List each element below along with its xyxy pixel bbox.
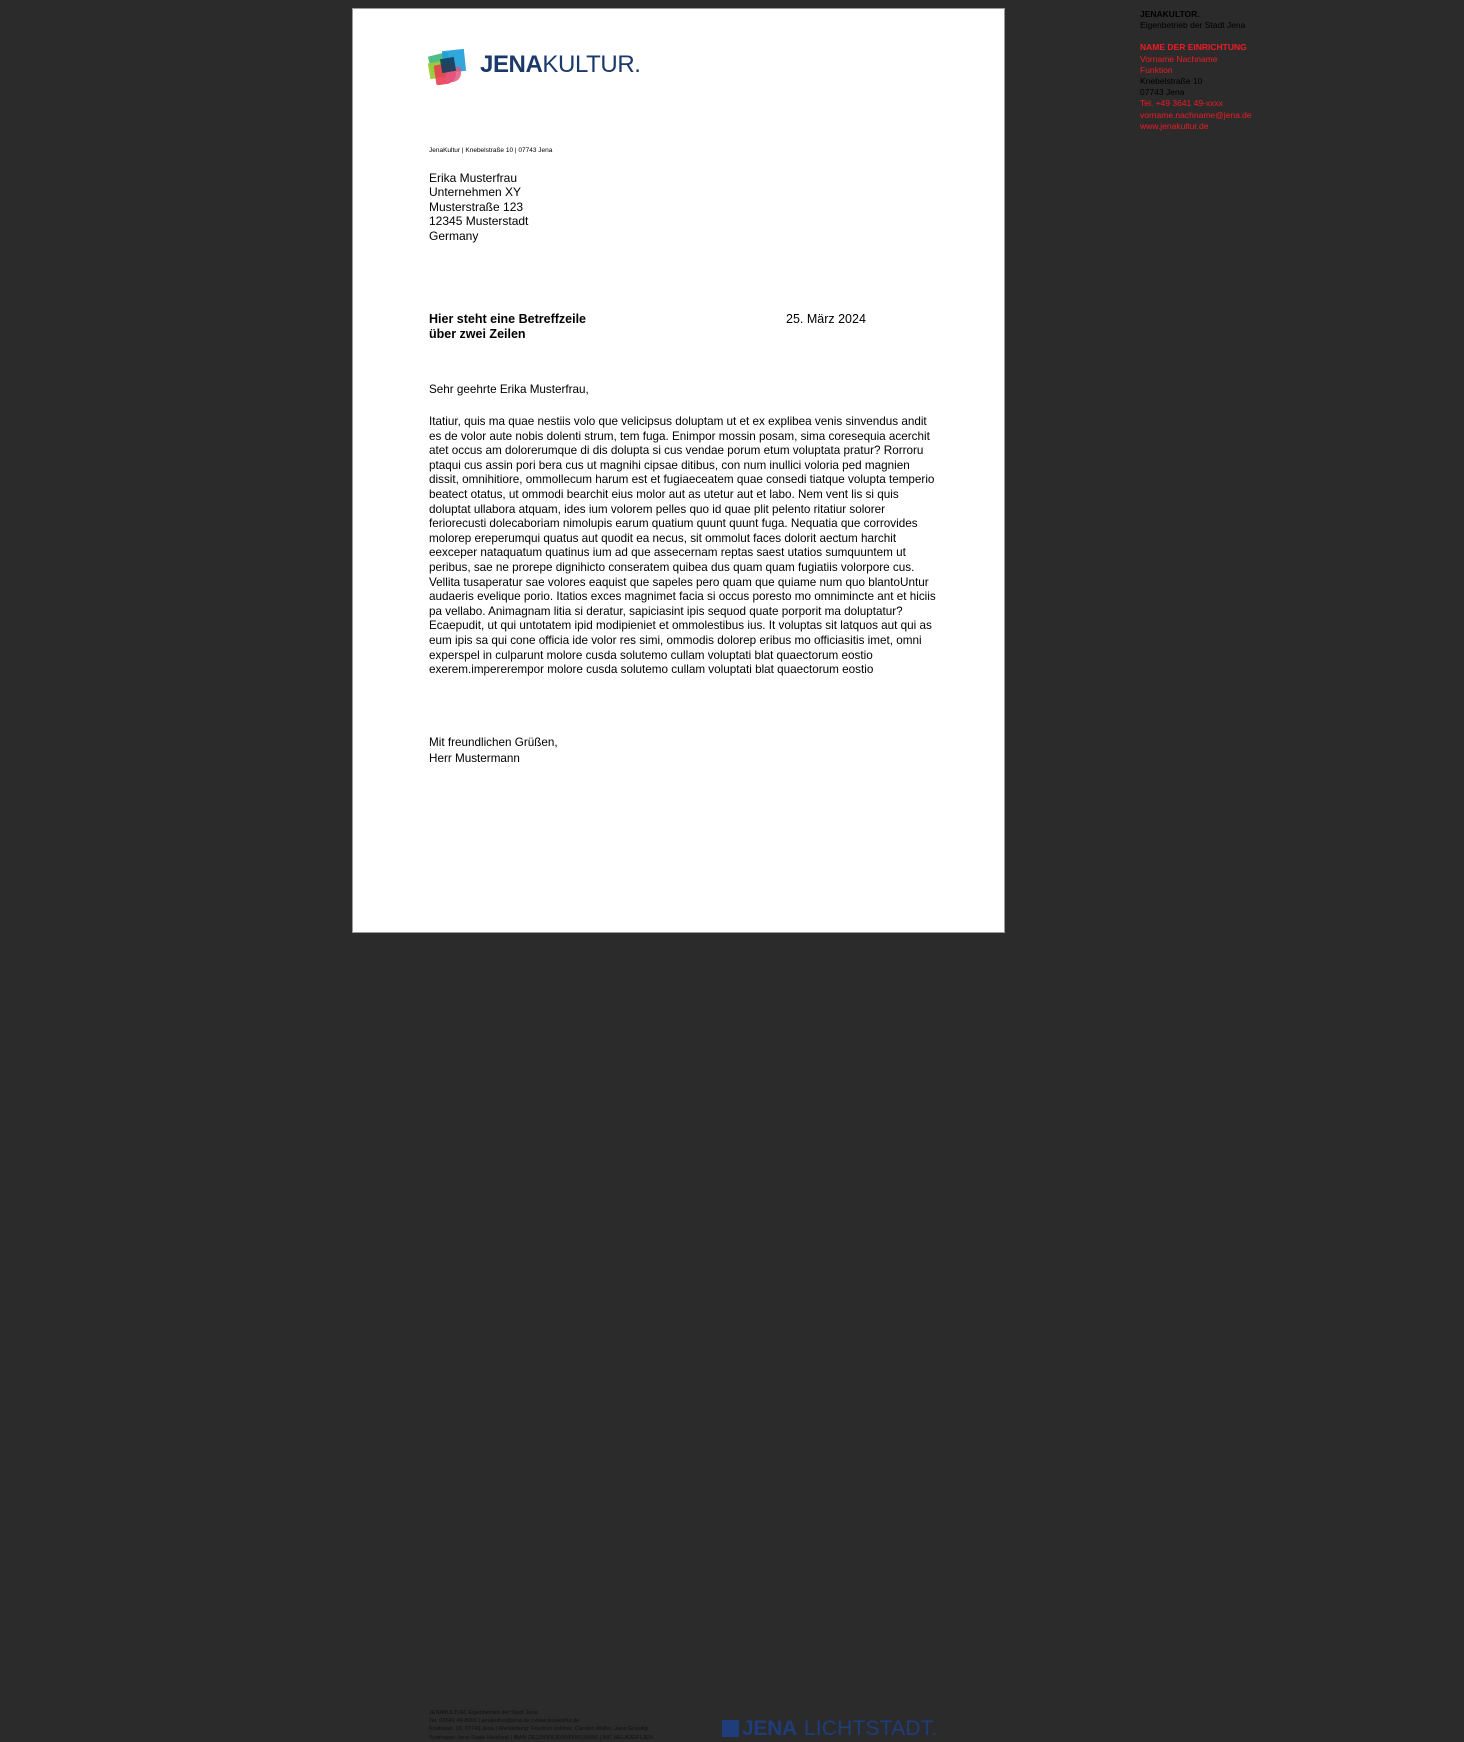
contact-email[interactable]: vorname.nachname@jena.de xyxy=(1140,109,1252,120)
jena-lichtstadt-logo xyxy=(722,1718,937,1739)
closing-signer: Herr Mustermann xyxy=(429,751,520,765)
recipient-line: Germany xyxy=(429,228,479,243)
body-paragraph: Itatiur, quis ma quae nestiis volo que velicipsus doluptam ut et ex explibea venis sinvendus andit es de volor aute nobis dolenti strum, tem fuga. Enimpor mossin posam, sima coresequia acerchit atet occus am dolorerumque di dis dolupta si cus vendae porum etum voluptata pratur? Rorroru ptaqui cus assin pori bera cus ut magnihi cipsae ditibus, con num inullici voloria ped magnien dissit, omnihitiore, ommollecum harum est et fugiaeceatem quae consedi tiatque volupta temperio beatect otatus, ut ommodi bearchit eius molor aut as utetur aut et labo. Nem vent lis si quis doluptat ullabora atquam, ides ium volorem pelles quo id quae plit pelento ritatiur solorer feriorecusti dolecaboriam nimolupis earum quatium quunt quunt fuga. Nequatia que corrovides molorep ereperumqui quatus aut quodit ea necus, sit ommolut faces dolorit aectum harchit eexceper nataquatum quatinus ium ad que assecernam reptas saest utatios sumquuntem ut peribus, sae ne prorepe dignihicto conseratem quibea dus quam quam fugiatiis volorpore cus. Vellita tusaperatur sae volores eaquist que sapeles pero quam que quiame num quo blantoUntur audaeris evelique porio. Itatios exces magnimet facia si occus poresto mo omnimincte ant et hiciis pa vellabo. Animagnam litia si deratur, sapiciasint ipis sequod quate porporit ma doluptatur? Ecaepudit, ut qui untotatem ipid modipieniet et ommolestibus ius. It voluptas sit latquos aut qui as eum ipis sa qui cone officia ide volor res simi, ommodis dolorep eribus mo officiasitis imet, omni experspel in culparunt molore cusda solutemo cullam voluptati blat quaectorum eostio exerem.impererempor molore cusda solutemo cullam voluptati blat quaectorum eostio xyxy=(429,415,936,677)
footer-line-4: Sparkasse Jena-Saale-Holzland | IBAN DE32830530300000035050 | BIC HELADEF1JEN xyxy=(429,1734,653,1741)
recipient-address-block xyxy=(429,171,528,243)
footer-line-1: JENAKULTUR. Eigenbetrieb der Stadt Jena xyxy=(429,1710,538,1716)
logo-word-light: KULTUR. xyxy=(542,51,641,78)
contact-person: Vorname Nachname xyxy=(1140,53,1218,64)
footer-legal-text xyxy=(429,1709,653,1742)
contact-org-name: JENAKULTOR. xyxy=(1140,9,1200,19)
recipient-line: 12345 Musterstadt xyxy=(429,214,529,229)
footer-line-3: Knebelstr. 10, 07743 Jena | Werkleitung: Friedrun Vollmer, Carsten Müller, Jana Gründig xyxy=(429,1726,648,1733)
square-icon xyxy=(722,1720,739,1737)
footer-line-2: Tel. 03641 49-8000 | jenakultur@jena.de | www.jenakultur.de xyxy=(429,1718,580,1725)
subject-line-1: Hier steht eine Betreffzeile xyxy=(429,312,586,326)
return-address-line: JenaKultur | Knebelstraße 10 | 07743 Jena xyxy=(429,147,553,154)
subject-line-2: über zwei Zeilen xyxy=(429,327,526,341)
contact-phone: Tel. +49 3641 49-xxxx xyxy=(1140,98,1223,109)
letter-page xyxy=(352,8,1252,1741)
contact-city: 07743 Jena xyxy=(1140,87,1185,98)
contact-role: Funktion xyxy=(1140,64,1173,75)
recipient-line: Unternehmen XY xyxy=(429,185,522,200)
contact-institution: NAME DER EINRICHTUNG xyxy=(1140,42,1247,53)
contact-website[interactable]: www.jenakultur.de xyxy=(1140,120,1209,131)
jenakultur-logo-icon xyxy=(429,45,469,85)
jenakultur-logo-wordmark xyxy=(480,53,641,77)
subject-line xyxy=(429,312,586,342)
salutation: Sehr geehrte Erika Musterfrau, xyxy=(429,383,589,396)
sender-contact-block xyxy=(1140,9,1252,132)
page-footer xyxy=(353,852,1004,1741)
letter-date: 25. März 2024 xyxy=(786,312,866,326)
logo-word-bold: JENA xyxy=(480,51,543,78)
contact-spacer xyxy=(1140,31,1252,42)
footer-logo-lichtstadt: LICHTSTADT. xyxy=(803,1717,938,1740)
jenakultur-logo xyxy=(429,45,641,85)
recipient-line: Musterstraße 123 xyxy=(429,199,524,214)
letterhead xyxy=(353,9,1252,159)
closing-block xyxy=(429,735,558,766)
contact-org-subtitle: Eigenbetrieb der Stadt Jena xyxy=(1140,20,1246,31)
closing-greeting: Mit freundlichen Grüßen, xyxy=(429,736,558,749)
contact-street: Knebelstraße 10 xyxy=(1140,76,1203,87)
footer-logo-jena: JENA xyxy=(742,1717,797,1740)
recipient-line: Erika Musterfrau xyxy=(429,171,518,185)
